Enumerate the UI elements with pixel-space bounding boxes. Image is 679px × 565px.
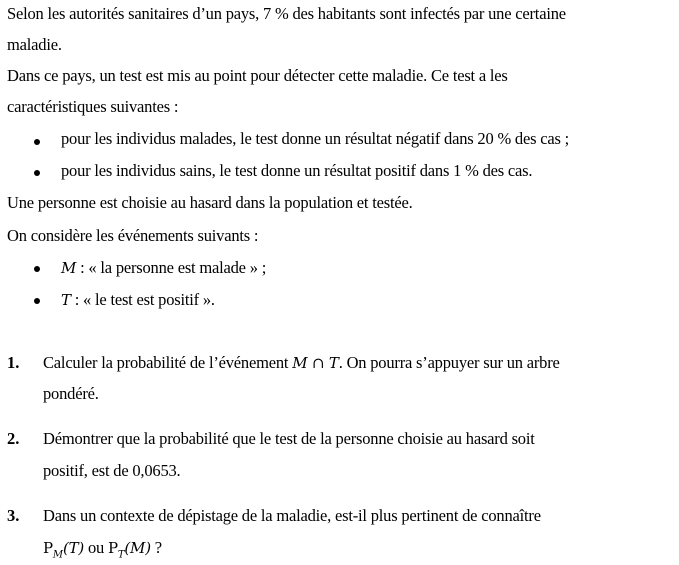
bullet-icon <box>34 298 40 304</box>
question-text-part: Calculer la probabilité de l’événement <box>43 353 293 372</box>
math-argument: (M) <box>124 539 151 557</box>
event-desc: : « la personne est malade » ; <box>76 258 267 277</box>
characteristic-item: pour les individus sains, le test donne un résultat positif dans 1 % des cas. <box>61 161 533 180</box>
intro-line-4: caractéristiques suivantes : <box>7 97 179 116</box>
event-symbol: M <box>61 259 77 277</box>
math-argument: (T) <box>62 539 85 557</box>
question-text-continued <box>43 538 162 565</box>
bullet-icon <box>34 139 40 145</box>
bullet-icon <box>34 266 40 272</box>
question-text <box>43 353 560 373</box>
question-mark: ? <box>150 538 162 557</box>
question-number: 2. <box>7 429 20 448</box>
math-symbol: T <box>328 354 339 372</box>
math-operator: ∩ <box>307 354 329 372</box>
math-symbol: M <box>292 354 308 372</box>
intro-line-2: maladie. <box>7 35 62 54</box>
conjunction: ou <box>84 538 109 557</box>
probability-symbol: P <box>43 539 53 557</box>
question-text: Démontrer que la probabilité que le test de la personne choisie au hasard soit <box>43 429 535 448</box>
events-intro: On considère les événements suivants : <box>7 226 259 245</box>
question-text-continued: pondéré. <box>43 384 99 403</box>
characteristic-item: pour les individus malades, le test donne un résultat négatif dans 20 % des cas ; <box>61 129 570 148</box>
question-text-part: . On pourra s’appuyer sur un arbre <box>338 353 560 372</box>
question-text: Dans un contexte de dépistage de la maladie, est-il plus pertinent de connaître <box>43 506 541 525</box>
event-item <box>61 258 266 278</box>
intro-line-1: Selon les autorités sanitaires d’un pays, 7 % des habitants sont infectés par une certaine <box>7 4 566 23</box>
event-desc: : « le test est positif ». <box>70 290 215 309</box>
intro-line-3: Dans ce pays, un test est mis au point pour détecter cette maladie. Ce test a les <box>7 66 508 85</box>
event-symbol: T <box>61 291 71 309</box>
event-item <box>61 290 215 310</box>
question-text-continued: positif, est de 0,0653. <box>43 461 181 480</box>
bullet-icon <box>34 170 40 176</box>
question-number: 3. <box>7 506 20 525</box>
question-number: 1. <box>7 353 20 372</box>
selection-text: Une personne est choisie au hasard dans la population et testée. <box>7 193 413 212</box>
probability-symbol: P <box>108 539 118 557</box>
subscript: M <box>52 549 63 561</box>
subscript: T <box>117 549 125 561</box>
